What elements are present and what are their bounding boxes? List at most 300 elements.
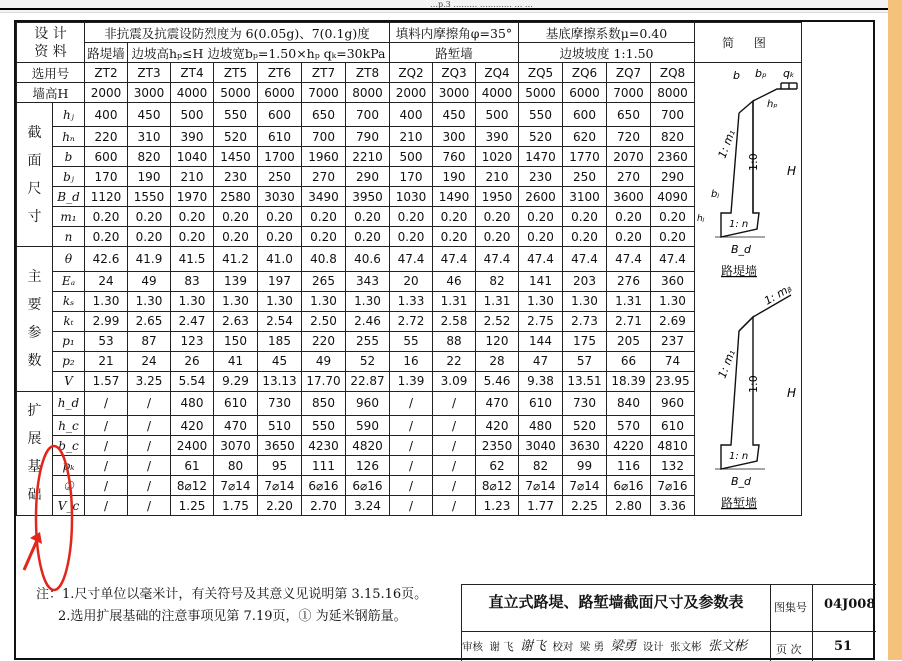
table-cell: ZT5 [214,63,258,83]
section-diagrams [695,63,800,515]
table-cell: ZT6 [258,63,302,83]
symbol-cell: b [53,147,85,167]
table-cell: 141 [519,271,563,291]
table-cell: 1.30 [85,291,128,311]
table-cell: 700 [302,127,346,147]
table-cell: 210 [476,167,519,187]
table-cell: 1960 [302,147,346,167]
table-cell: 480 [171,391,214,415]
symbol-cell: Eₐ [53,271,85,291]
table-cell: 5.54 [171,371,214,391]
table-cell: 13.51 [563,371,607,391]
table-cell: 123 [171,331,214,351]
table-cell: 53 [85,331,128,351]
table-cell: 0.20 [171,207,214,227]
table-cell: 80 [214,456,258,476]
table-cell: 420 [476,416,519,436]
table-cell: / [128,436,171,456]
table-cell: 4000 [476,83,519,103]
table-cell: 6000 [258,83,302,103]
table-cell: / [390,436,433,456]
table-cell: 820 [128,147,171,167]
table-cell: 2.58 [433,311,476,331]
table-cell: 1770 [563,147,607,167]
table-cell: 0.20 [607,227,651,247]
table-cell: ZT3 [128,63,171,83]
group-label: 扩 展 基 础 [17,391,53,515]
condition-3: 基底摩擦系数μ=0.40 [519,23,695,43]
table-cell: 8⌀12 [476,476,519,496]
table-cell: / [433,496,476,516]
designer-name: 张文彬 [670,641,702,653]
table-cell: 3.25 [128,371,171,391]
table-cell: ZQ3 [433,63,476,83]
table-cell: / [85,391,128,415]
group-label: 主 要 参 数 [17,247,53,391]
table-cell: 480 [519,416,563,436]
designer-signature: 张文彬 [707,639,747,654]
table-cell: 1.30 [651,291,695,311]
top-strip-text: …p.3 ……… ………… … … [430,0,533,8]
table-cell: 9.38 [519,371,563,391]
table-cell: 700 [651,103,695,127]
table-cell: 2.71 [607,311,651,331]
table-cell: 820 [651,127,695,147]
table-cell: 8000 [346,83,390,103]
table-cell: 450 [128,103,171,127]
table-cell: 1.33 [390,291,433,311]
table-cell: 0.20 [258,227,302,247]
table-cell: 1.30 [171,291,214,311]
table-cell: 500 [390,147,433,167]
table-row [17,331,802,351]
table-cell: 3000 [128,83,171,103]
table-row [17,247,802,271]
table-cell: / [433,416,476,436]
table-cell: 3.24 [346,496,390,516]
table-cell: / [390,496,433,516]
reviewer-name: 谢 飞 [489,641,514,653]
table-cell: 6⌀16 [607,476,651,496]
table-cell: / [85,456,128,476]
table-cell: 2.70 [302,496,346,516]
table-row [17,476,802,496]
design-label: 设计 [642,641,664,653]
table-cell: 2400 [171,436,214,456]
table-cell: 8000 [651,83,695,103]
table-cell: 600 [563,103,607,127]
table-cell: ZT4 [171,63,214,83]
label-hp: hₚ [767,99,778,110]
table-cell: 610 [258,127,302,147]
top-strip [0,0,902,13]
table-cell: 20 [390,271,433,291]
table-cell: 49 [302,351,346,371]
reviewer-signature: 谢飞 [520,639,547,654]
table-cell: 290 [346,167,390,187]
symbol-cell: pₖ [53,456,85,476]
review-label: 审核 [462,641,483,653]
table-cell: ZQ2 [390,63,433,83]
table-cell: 7000 [302,83,346,103]
table-cell: 960 [346,391,390,415]
table-cell: 850 [302,391,346,415]
table-cell: 0.20 [519,207,563,227]
table-cell: 41.2 [214,247,258,271]
table-cell: 420 [171,416,214,436]
table-cell: 0.20 [214,227,258,247]
table-row [17,227,802,247]
table-cell: 6000 [563,83,607,103]
table-cell: 700 [346,103,390,127]
table-cell: 650 [302,103,346,127]
table-cell: 400 [85,103,128,127]
table-cell: / [128,416,171,436]
table-cell: 83 [171,271,214,291]
table-cell: 2.50 [302,311,346,331]
table-cell: 139 [214,271,258,291]
table-cell: 1490 [433,187,476,207]
table-cell: 400 [390,103,433,127]
table-cell: 3040 [519,436,563,456]
table-cell: 2000 [390,83,433,103]
table-cell: 3.09 [433,371,476,391]
table-cell: 1.31 [476,291,519,311]
table-cell: 520 [563,416,607,436]
table-cell: 0.20 [607,207,651,227]
label-ratio: 1:0 [747,153,760,171]
table-cell: 2.25 [563,496,607,516]
table-cell: 41.5 [171,247,214,271]
table-cell: 3600 [607,187,651,207]
label-ratio-b: 1:0 [747,375,760,393]
table-cell: 1.31 [433,291,476,311]
table-cell: 1550 [128,187,171,207]
symbol-cell: p₁ [53,331,85,351]
table-cell: 205 [607,331,651,351]
table-row [17,63,802,83]
label-bj: bⱼ [711,189,720,200]
table-cell: 4820 [346,436,390,456]
table-cell: 0.20 [258,207,302,227]
atlas-number: 04J008 [824,597,876,612]
symbol-cell: p₂ [53,351,85,371]
table-cell: 760 [433,147,476,167]
table-cell: 4000 [171,83,214,103]
table-cell: 0.20 [390,227,433,247]
table-cell: 41.9 [128,247,171,271]
table-cell: 197 [258,271,302,291]
table-row [17,416,802,436]
table-cell: / [85,476,128,496]
label-mb: 1: mᵦ [762,281,794,308]
table-cell: 82 [519,456,563,476]
table-cell: 5000 [519,83,563,103]
table-cell: 132 [651,456,695,476]
table-cell: 21 [85,351,128,371]
table-cell: 2.99 [85,311,128,331]
table-cell: 17.70 [302,371,346,391]
subheader-left-a: 路堤墙 [85,43,128,63]
table-row [17,291,802,311]
table-cell: 24 [128,351,171,371]
table-cell: 126 [346,456,390,476]
table-cell: 1950 [476,187,519,207]
table-cell: 82 [476,271,519,291]
table-cell: 7⌀14 [258,476,302,496]
signature-row [462,635,770,654]
table-cell: 4220 [607,436,651,456]
table-cell: 237 [651,331,695,351]
symbol-cell: h_c [53,416,85,436]
red-arrow-head [30,532,42,544]
table-cell: 265 [302,271,346,291]
table-cell: 1.39 [390,371,433,391]
symbol-cell: m₁ [53,207,85,227]
table-cell: 500 [476,103,519,127]
table-cell: 1.30 [128,291,171,311]
table-cell: 190 [128,167,171,187]
table-cell: 0.20 [128,227,171,247]
symbol-cell: ① [53,476,85,496]
table-cell: 520 [519,127,563,147]
table-cell: 510 [258,416,302,436]
drawing-sheet [14,20,875,660]
symbol-cell: n [53,227,85,247]
table-cell: 3630 [563,436,607,456]
label-H: H [787,164,797,178]
table-cell: 5.46 [476,371,519,391]
table-cell: 41.0 [258,247,302,271]
table-cell: 0.20 [302,227,346,247]
table-cell: ZT7 [302,63,346,83]
table-cell: 1.30 [563,291,607,311]
table-cell: 57 [563,351,607,371]
table-cell: 2.80 [607,496,651,516]
caption-embankment: 路堤墙 [721,264,758,278]
table-cell: 520 [214,127,258,147]
table-cell: 13.13 [258,371,302,391]
table-cell: 2.20 [258,496,302,516]
table-cell: / [433,391,476,415]
tb-divider [770,585,771,661]
table-row [17,311,802,331]
top-rule [0,8,902,10]
table-cell: 210 [390,127,433,147]
table-cell: 220 [302,331,346,351]
table-cell: 0.20 [476,227,519,247]
group-label: 截 面 尺 寸 [17,103,53,247]
table-cell: 0.20 [563,207,607,227]
table-row [17,496,802,516]
label-m1: 1: m₁ [715,128,738,161]
table-cell: 1970 [171,187,214,207]
table-cell: 300 [433,127,476,147]
table-cell: 28 [476,351,519,371]
table-cell: 49 [128,271,171,291]
table-row [17,147,802,167]
subheader-right-a: 路堑墙 [390,43,519,63]
table-cell: 1030 [390,187,433,207]
table-cell: 74 [651,351,695,371]
table-cell: ZQ6 [563,63,607,83]
table-cell: 450 [433,103,476,127]
table-cell: ZQ4 [476,63,519,83]
label-Bd: B_d [731,243,752,256]
table-cell: 255 [346,331,390,351]
table-row [17,83,802,103]
table-cell: 1700 [258,147,302,167]
table-cell: 276 [607,271,651,291]
table-cell: 5000 [214,83,258,103]
table-cell: 22.87 [346,371,390,391]
subheader-right-b: 边坡坡度 1:1.50 [519,43,695,63]
condition-1: 非抗震及抗震设防烈度为 6(0.05g)、7(0.1g)度 [85,23,390,43]
table-cell: 3650 [258,436,302,456]
table-cell: 0.20 [85,207,128,227]
table-cell: 2.75 [519,311,563,331]
table-cell: 46 [433,271,476,291]
table-cell: 550 [214,103,258,127]
table-cell: 1.30 [258,291,302,311]
table-cell: 230 [214,167,258,187]
table-cell: 470 [476,391,519,415]
table-cell: 500 [171,103,214,127]
table-cell: 0.20 [476,207,519,227]
table-cell: 2070 [607,147,651,167]
table-cell: 270 [607,167,651,187]
table-cell: 22 [433,351,476,371]
symbol-cell: B_d [53,187,85,207]
table-cell: 47.4 [433,247,476,271]
table-cell: 250 [258,167,302,187]
tb-divider [812,585,813,661]
table-cell: ZT8 [346,63,390,83]
table-cell: 600 [85,147,128,167]
table-cell: 3950 [346,187,390,207]
table-cell: 170 [85,167,128,187]
table-cell: 1.30 [214,291,258,311]
symbol-cell: hⱼ [53,103,85,127]
table-cell: / [128,456,171,476]
table-cell: 2.47 [171,311,214,331]
table-cell: 4090 [651,187,695,207]
table-cell: / [390,456,433,476]
subheader-left-b: 边坡高hₚ≤H 边坡宽bₚ=1.50×hₚ qₖ=30kPa [128,43,390,63]
table-cell: 42.6 [85,247,128,271]
table-cell: 2.69 [651,311,695,331]
table-cell: 840 [607,391,651,415]
table-cell: 55 [390,331,433,351]
table-cell: 220 [85,127,128,147]
table-cell: 270 [302,167,346,187]
symbol-cell: kₛ [53,291,85,311]
table-cell: 3000 [433,83,476,103]
table-cell: 2.65 [128,311,171,331]
table-cell: 1.75 [214,496,258,516]
table-cell: 0.20 [346,207,390,227]
table-cell: 2580 [214,187,258,207]
row-label: 墙高H [17,83,85,103]
table-cell: 23.95 [651,371,695,391]
table-row [17,271,802,291]
table-row [17,391,802,415]
table-cell: 610 [519,391,563,415]
table-cell: 120 [476,331,519,351]
table-cell: 0.20 [171,227,214,247]
table-cell: 24 [85,271,128,291]
table-cell: 2600 [519,187,563,207]
table-cell: ZQ8 [651,63,695,83]
label-n: 1: n [729,219,749,230]
table-cell: 7⌀14 [214,476,258,496]
table-cell: / [85,496,128,516]
table-cell: 52 [346,351,390,371]
table-cell: 4810 [651,436,695,456]
drawing-title: 直立式路堤、路堑墙截面尺寸及参数表 [488,593,744,611]
table-cell: 1.30 [346,291,390,311]
table-row [17,167,802,187]
table-cell: 2000 [85,83,128,103]
table-cell: / [390,391,433,415]
table-cell: 0.20 [85,227,128,247]
table-cell: 26 [171,351,214,371]
table-cell: 7⌀14 [563,476,607,496]
table-cell: 390 [476,127,519,147]
symbol-cell: θ [53,247,85,271]
table-cell: 650 [607,103,651,127]
table-cell: 1120 [85,187,128,207]
table-cell: 88 [433,331,476,351]
page-number: 51 [834,639,853,654]
table-cell: 1.25 [171,496,214,516]
table-cell: 0.20 [346,227,390,247]
table-cell: 2.54 [258,311,302,331]
table-cell: 1020 [476,147,519,167]
table-cell: / [85,436,128,456]
table-cell: 2360 [651,147,695,167]
table-cell: 1.31 [607,291,651,311]
table-cell: 6⌀16 [346,476,390,496]
red-arrow-line [24,538,38,570]
table-cell: ZT2 [85,63,128,83]
table-cell: 0.20 [651,227,695,247]
table-cell: 40.6 [346,247,390,271]
notes-prefix: 注： [36,587,63,602]
table-cell: 600 [258,103,302,127]
table-cell: 2.52 [476,311,519,331]
table-cell: 47 [519,351,563,371]
table-cell: / [433,476,476,496]
table-cell: 3100 [563,187,607,207]
table-cell: 203 [563,271,607,291]
table-cell: 790 [346,127,390,147]
title-block [461,584,876,661]
design-label-cell: 设 计 资 料 [17,23,85,63]
table-cell: / [128,391,171,415]
table-cell: 0.20 [214,207,258,227]
symbol-cell: h_d [53,391,85,415]
table-cell: 7⌀14 [519,476,563,496]
table-cell: 730 [563,391,607,415]
table-cell: 111 [302,456,346,476]
table-cell: 7⌀16 [651,476,695,496]
diagram-cell [695,63,802,516]
page-label: 页 次 [776,643,802,656]
note-1: 1.尺寸单位以毫米计，有关符号及其意义见说明第 3.15.16页。 [62,587,428,602]
table-row [17,207,802,227]
table-cell: 0.20 [651,207,695,227]
